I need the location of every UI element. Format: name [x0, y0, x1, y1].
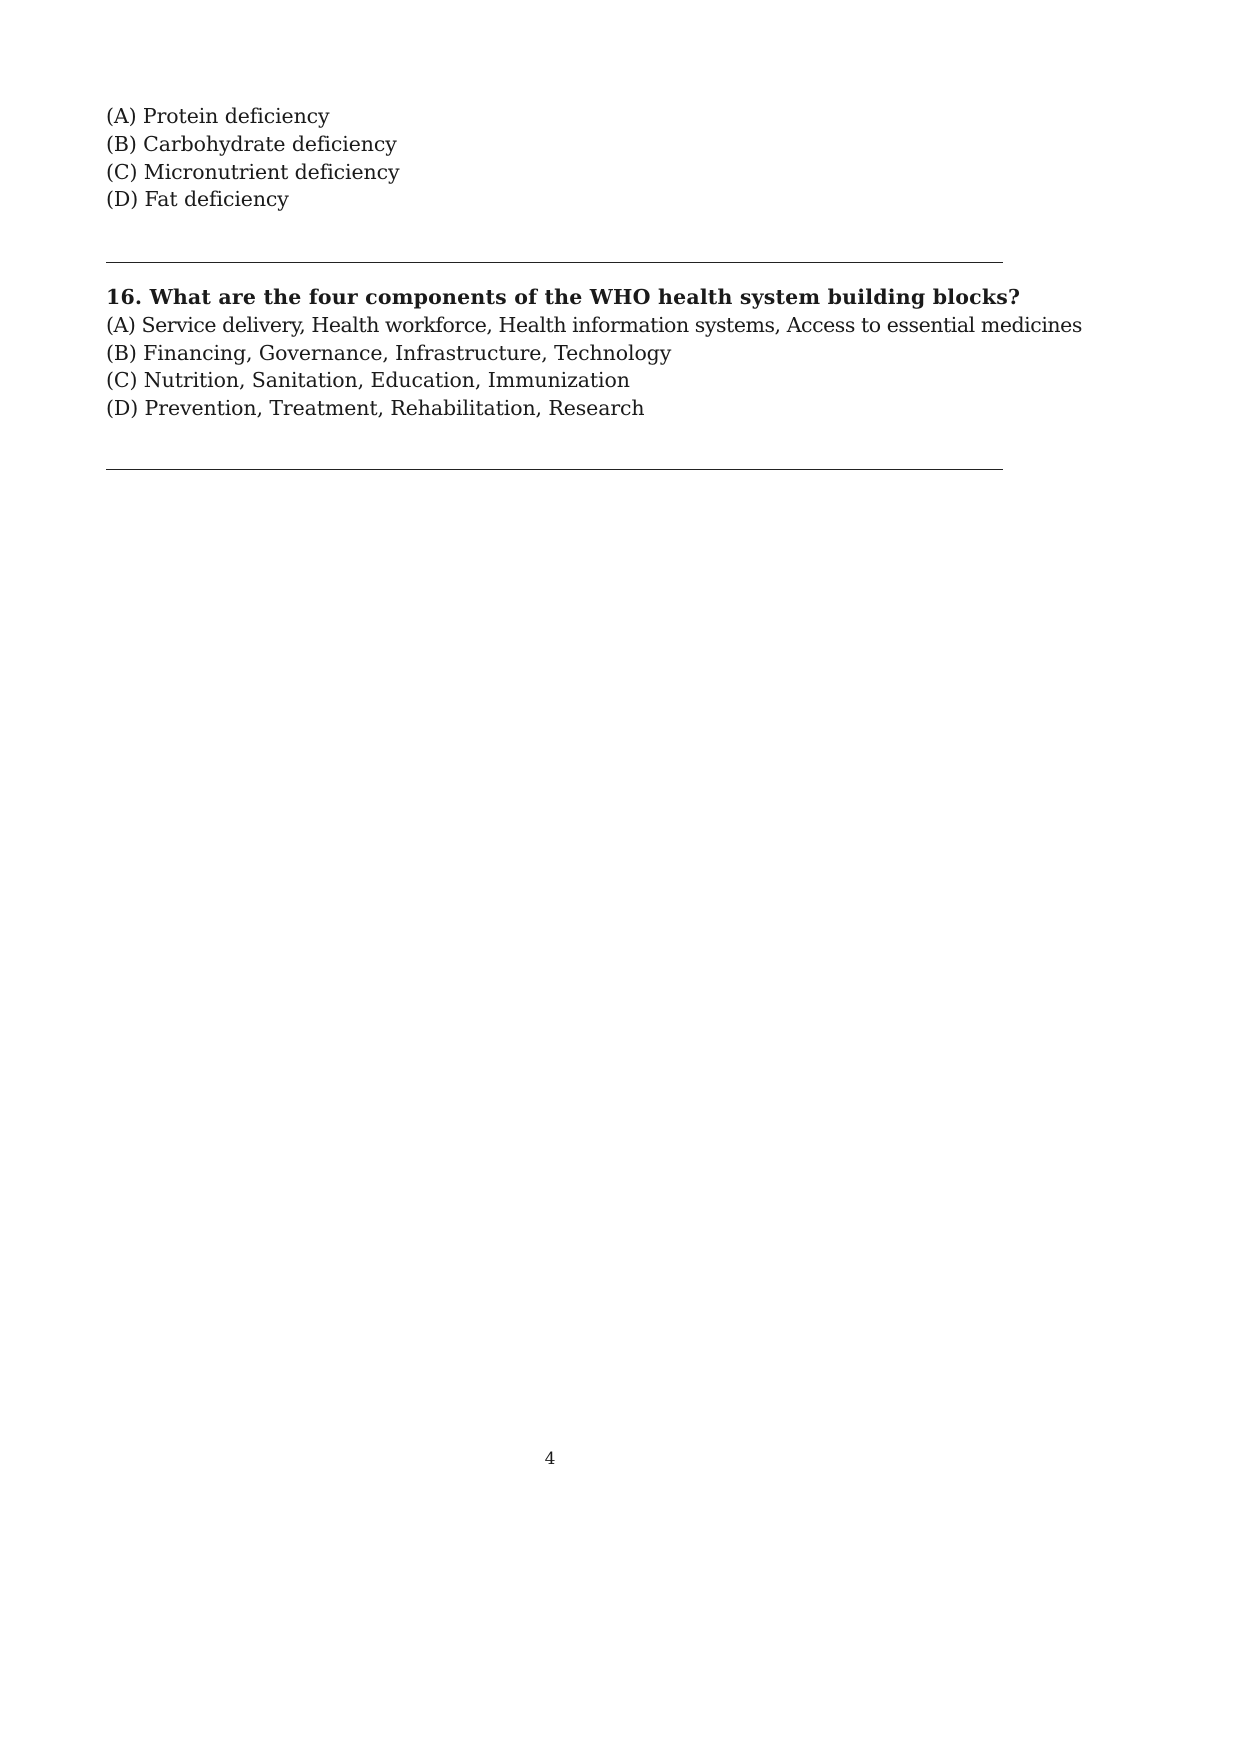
option-b: (B) Financing, Governance, Infrastructure, Technology — [106, 340, 672, 365]
question-title: 16. What are the four components of the WHO health system building blocks? — [106, 285, 1021, 309]
option-c: (C) Nutrition, Sanitation, Education, Immunization — [106, 368, 630, 393]
divider — [106, 469, 1003, 470]
option-d: (D) Fat deficiency — [106, 187, 289, 212]
option-d: (D) Prevention, Treatment, Rehabilitation, Research — [106, 396, 645, 421]
option-c: (C) Micronutrient deficiency — [106, 159, 400, 184]
divider — [106, 262, 1003, 263]
page-number: 4 — [544, 1449, 556, 1469]
question-16 — [106, 284, 1082, 423]
option-a: (A) Protein deficiency — [106, 104, 330, 128]
option-a: (A) Service delivery, Health workforce, Health information systems, Access to essential medicines — [106, 312, 1082, 337]
option-b: (B) Carbohydrate deficiency — [106, 131, 397, 156]
previous-question-options — [106, 103, 1011, 214]
